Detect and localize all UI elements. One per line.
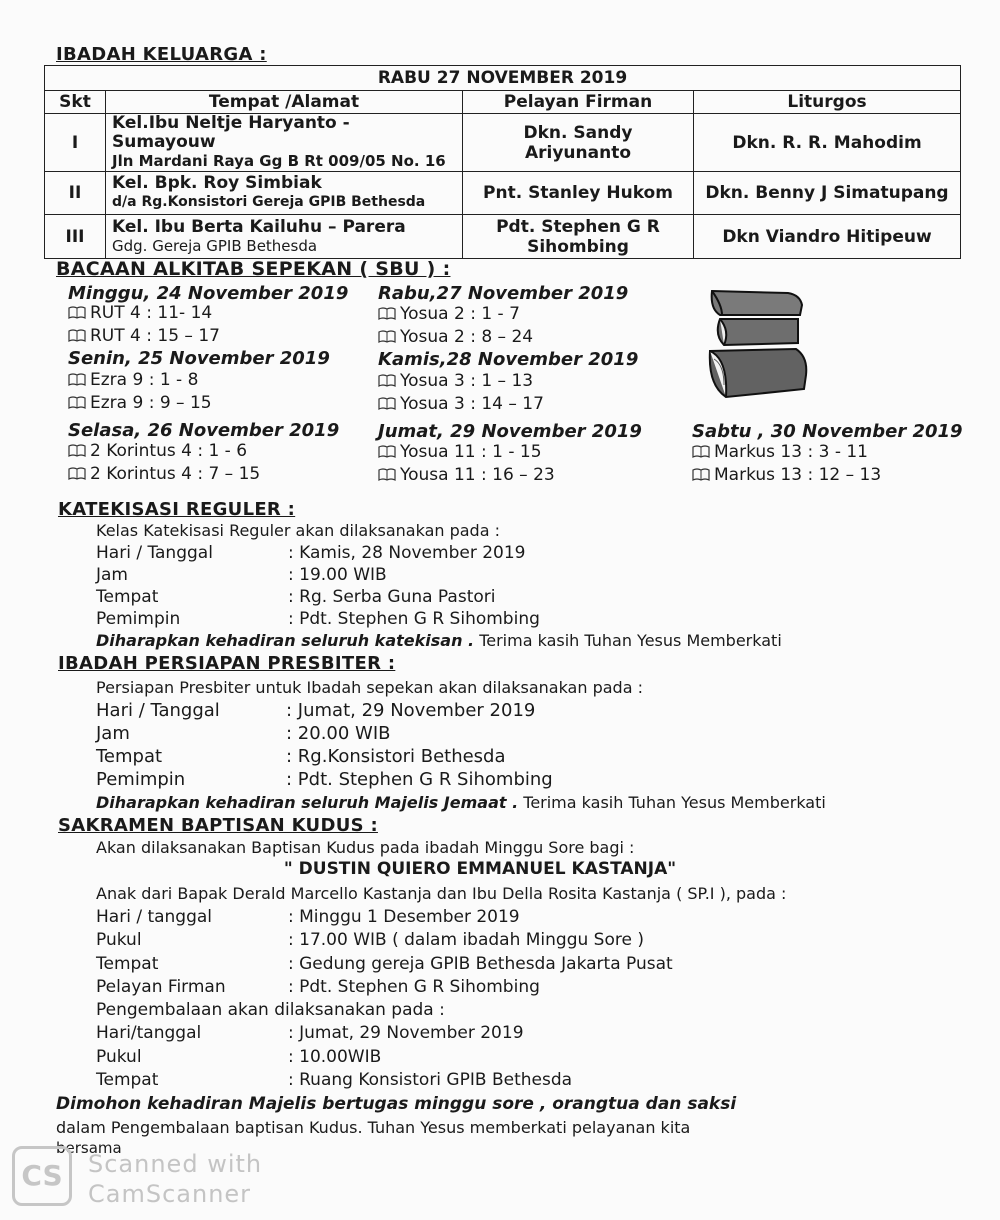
bacaan-reading: Ezra 9 : 9 – 15 — [68, 393, 212, 413]
table-date: RABU 27 NOVEMBER 2019 — [45, 66, 961, 91]
row-pelayan: Pnt. Stanley Hukom — [463, 172, 694, 215]
row-liturgos: Dkn. Benny J Simatupang — [694, 172, 961, 215]
header-pelayan: Pelayan Firman — [463, 91, 694, 114]
closing-bold: Dimohon kehadiran Majelis bertugas minggu sore , orangtua dan saksi — [56, 1094, 737, 1114]
row-tempat-address: Jln Mardani Raya Gg B Rt 009/05 No. 16 — [112, 152, 446, 170]
open-book-icon — [68, 304, 86, 317]
stacked-books-icon — [700, 285, 815, 405]
pengembalaan-value: : Ruang Konsistori GPIB Bethesda — [288, 1070, 573, 1090]
bacaan-reading: Ezra 9 : 1 - 8 — [68, 370, 198, 390]
presbiter-label: Jam — [96, 723, 130, 744]
closing-line2: dalam Pengembalaan baptisan Kudus. Tuhan Yesus memberkati pelayanan kita — [56, 1118, 691, 1137]
table-row — [45, 114, 961, 172]
row-pelayan: Pdt. Stephen G R Sihombing — [463, 215, 694, 259]
open-book-icon — [68, 465, 86, 478]
row-pelayan: Dkn. Sandy Ariyunanto — [463, 114, 694, 172]
table-row — [45, 215, 961, 259]
open-book-icon — [68, 442, 86, 455]
row-skt: II — [45, 172, 106, 215]
bacaan-reading: Markus 13 : 12 – 13 — [692, 465, 881, 485]
katekisasi-value: : Kamis, 28 November 2019 — [288, 543, 526, 563]
header-tempat: Tempat /Alamat — [106, 91, 463, 114]
presbiter-value: : Pdt. Stephen G R Sihombing — [286, 769, 553, 790]
row-tempat — [106, 215, 463, 259]
bacaan-reading: Yosua 3 : 14 – 17 — [378, 394, 544, 414]
bacaan-heading: BACAAN ALKITAB SEPEKAN ( SBU ) : — [56, 258, 451, 280]
open-book-icon — [692, 443, 710, 456]
katekisasi-label: Hari / Tanggal — [96, 543, 213, 563]
pengembalaan-label: Pukul — [96, 1047, 142, 1067]
bacaan-reading: Yosua 2 : 8 – 24 — [378, 327, 533, 347]
katekisasi-value: : Rg. Serba Guna Pastori — [288, 587, 496, 607]
bacaan-reading: Markus 13 : 3 - 11 — [692, 442, 868, 462]
bacaan-day: Sabtu , 30 November 2019 — [692, 421, 963, 442]
presbiter-label: Hari / Tanggal — [96, 700, 220, 721]
bacaan-reading: Yosua 11 : 1 - 15 — [378, 442, 542, 462]
bacaan-day: Senin, 25 November 2019 — [68, 348, 330, 369]
header-liturgos: Liturgos — [694, 91, 961, 114]
sakramen-heading: SAKRAMEN BAPTISAN KUDUS : — [58, 815, 378, 836]
header-skt: Skt — [45, 91, 106, 114]
katekisasi-note: Diharapkan kehadiran seluruh katekisan . Terima kasih Tuhan Yesus Memberkati — [96, 631, 782, 650]
bacaan-day: Rabu,27 November 2019 — [378, 283, 629, 304]
sakramen-label: Pelayan Firman — [96, 977, 226, 997]
bacaan-day: Selasa, 26 November 2019 — [68, 420, 340, 441]
row-tempat-address: d/a Rg.Konsistori Gereja GPIB Bethesda — [112, 194, 426, 210]
katekisasi-label: Tempat — [96, 587, 159, 607]
sakramen-value: : 17.00 WIB ( dalam ibadah Minggu Sore ) — [288, 930, 644, 950]
sakramen-value: : Pdt. Stephen G R Sihombing — [288, 977, 540, 997]
open-book-icon — [68, 371, 86, 384]
bacaan-day: Jumat, 29 November 2019 — [378, 421, 642, 442]
row-tempat — [106, 172, 463, 215]
open-book-icon — [378, 443, 396, 456]
katekisasi-heading: KATEKISASI REGULER : — [58, 499, 296, 520]
bacaan-reading: 2 Korintus 4 : 1 - 6 — [68, 441, 247, 461]
row-liturgos: Dkn Viandro Hitipeuw — [694, 215, 961, 259]
pengembalaan-value: : 10.00WIB — [288, 1047, 382, 1067]
bacaan-reading: Yosua 2 : 1 - 7 — [378, 304, 520, 324]
sakramen-label: Hari / tanggal — [96, 907, 213, 927]
ibadah-keluarga-heading: IBADAH KELUARGA : — [56, 44, 267, 65]
bacaan-reading: RUT 4 : 11- 14 — [68, 303, 212, 323]
sakramen-label: Pukul — [96, 930, 142, 950]
open-book-icon — [692, 466, 710, 479]
baptism-name: " DUSTIN QUIERO EMMANUEL KASTANJA" — [283, 859, 677, 879]
pengembalaan-label: Tempat — [96, 1070, 159, 1090]
row-tempat-name: Kel.Ibu Neltje Haryanto - Sumayouw — [112, 113, 350, 152]
open-book-icon — [378, 328, 396, 341]
pengembalaan-intro: Pengembalaan akan dilaksanakan pada : — [96, 1000, 445, 1020]
open-book-icon — [378, 372, 396, 385]
row-tempat-name: Kel. Ibu Berta Kailuhu – Parera — [112, 216, 406, 237]
presbiter-intro: Persiapan Presbiter untuk Ibadah sepekan akan dilaksanakan pada : — [96, 678, 643, 697]
bacaan-day: Minggu, 24 November 2019 — [68, 283, 349, 304]
bacaan-day: Kamis,28 November 2019 — [378, 349, 639, 370]
watermark-line2: CamScanner — [88, 1180, 252, 1208]
ibadah-keluarga-table — [44, 65, 961, 259]
pengembalaan-label: Hari/tanggal — [96, 1023, 202, 1043]
presbiter-note: Diharapkan kehadiran seluruh Majelis Jemaat . Terima kasih Tuhan Yesus Memberkati — [96, 793, 826, 812]
presbiter-label: Tempat — [96, 746, 163, 767]
pengembalaan-value: : Jumat, 29 November 2019 — [288, 1023, 524, 1043]
sakramen-parents: Anak dari Bapak Derald Marcello Kastanja dan Ibu Della Rosita Kastanja ( SP.I ), pada : — [96, 884, 787, 903]
row-tempat-address: Gdg. Gereja GPIB Bethesda — [112, 236, 318, 255]
presbiter-heading: IBADAH PERSIAPAN PRESBITER : — [58, 653, 396, 674]
row-liturgos: Dkn. R. R. Mahodim — [694, 114, 961, 172]
open-book-icon — [68, 394, 86, 407]
presbiter-value: : 20.00 WIB — [286, 723, 391, 744]
camscanner-logo: CS — [12, 1146, 72, 1206]
bacaan-reading: RUT 4 : 15 – 17 — [68, 326, 220, 346]
katekisasi-label: Pemimpin — [96, 609, 181, 629]
katekisasi-value: : 19.00 WIB — [288, 565, 387, 585]
sakramen-label: Tempat — [96, 954, 159, 974]
open-book-icon — [378, 305, 396, 318]
sakramen-value: : Minggu 1 Desember 2019 — [288, 907, 520, 927]
presbiter-label: Pemimpin — [96, 769, 186, 790]
row-skt: III — [45, 215, 106, 259]
closing-line3: bersama — [56, 1139, 122, 1157]
bacaan-reading: Yousa 11 : 16 – 23 — [378, 465, 555, 485]
sakramen-value: : Gedung gereja GPIB Bethesda Jakarta Pusat — [288, 954, 673, 974]
open-book-icon — [378, 466, 396, 479]
sakramen-intro: Akan dilaksanakan Baptisan Kudus pada ibadah Minggu Sore bagi : — [96, 838, 635, 857]
katekisasi-value: : Pdt. Stephen G R Sihombing — [288, 609, 540, 629]
open-book-icon — [378, 395, 396, 408]
katekisasi-intro: Kelas Katekisasi Reguler akan dilaksanakan pada : — [96, 521, 500, 540]
bacaan-reading: Yosua 3 : 1 – 13 — [378, 371, 533, 391]
row-tempat-name: Kel. Bpk. Roy Simbiak — [112, 173, 322, 193]
open-book-icon — [68, 327, 86, 340]
row-tempat — [106, 114, 463, 172]
table-row — [45, 172, 961, 215]
bacaan-reading: 2 Korintus 4 : 7 – 15 — [68, 464, 260, 484]
watermark-line1: Scanned with — [88, 1150, 263, 1178]
presbiter-value: : Jumat, 29 November 2019 — [286, 700, 536, 721]
presbiter-value: : Rg.Konsistori Bethesda — [286, 746, 506, 767]
katekisasi-label: Jam — [96, 565, 128, 585]
row-skt: I — [45, 114, 106, 172]
